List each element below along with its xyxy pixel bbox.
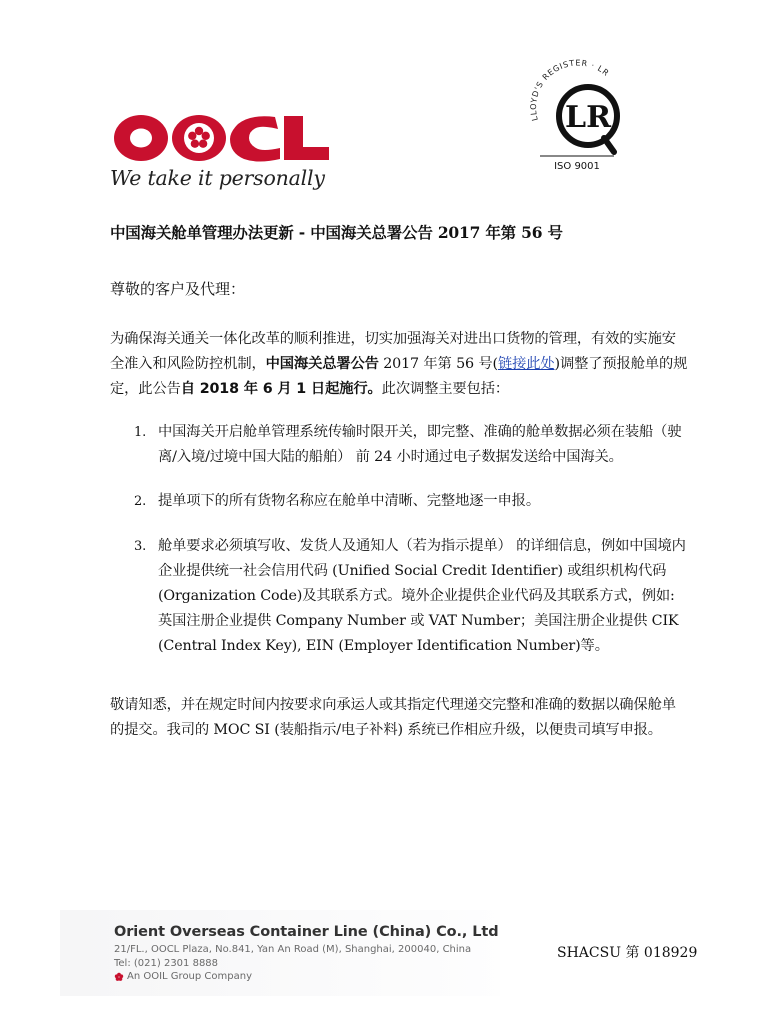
oocl-wordmark (110, 108, 330, 168)
notice-link[interactable]: 链接此处 (497, 356, 555, 373)
svg-text:LR: LR (564, 100, 612, 135)
notice-name: 中国海关总署公告 (265, 356, 379, 373)
title-year: 2017 (437, 223, 481, 242)
effective-date: 自 2018 年 6 月 1 日起施行。 (180, 381, 382, 398)
adjustment-list (110, 420, 688, 679)
list-marker: 2. (134, 494, 147, 510)
certification-seal-icon (522, 56, 634, 176)
footer-address: 21/FL., OOCL Plaza, No.841, Yan An Road (M), Shanghai, 200040, China (114, 944, 472, 955)
company-footer (60, 910, 500, 996)
list-item-text: 提单项下的所有货物名称应在舱单中清晰、完整地逐一申报。 (158, 493, 540, 510)
footer-group-row (114, 971, 252, 982)
svg-text:LLOYD'S REGISTER · LRQA: LLOYD'S REGISTER · LR (529, 58, 612, 122)
list-item (110, 534, 688, 660)
intro-text-1: 为确保海关通关一体化改革的顺利推进，切实加强海关对进出口货物的管理，有效的实施安全准入和风险防控机制， (110, 331, 676, 373)
list-item-text: 中国海关开启舱单管理系统传输时限开关，即完整、准确的舱单数据必须在装船（驶离/入境/过境中国大陆的船舶） 前 24 小时通过电子数据发送给中国海关。 (158, 424, 682, 466)
footer-group-name: An OOIL Group Company (127, 971, 252, 982)
list-item (110, 489, 688, 514)
svg-text:ISO 9001: ISO 9001 (554, 161, 600, 172)
closing-paragraph: 敬请知悉，并在规定时间内按要求向承运人或其指定代理递交完整和准确的数据以确保舱单的提交。我司的 MOC SI (装船指示/电子补料) 系统已作相应升级，以便贵司填写申报。 (110, 697, 676, 739)
footer-telephone: Tel: (021) 2301 8888 (114, 958, 219, 969)
intro-text-2: 2017 年第 56 号( (378, 356, 498, 373)
intro-paragraph (110, 327, 688, 403)
list-item-text: 舱单要求必须填写收、发货人及通知人（若为指示提单） 的详细信息，例如中国境内企业提供统一社会信用代码 (Unified Social Credit Identifier) 或组织机构代码(Organization Code)及其联系方式。境外企业提供企业代码及其联系方式，例如:英国注册企业提供 Company Number 或 VAT Number；美国注册企业提供 CIK (Central Index Key), EIN (Employer Identification Number)等。 (158, 537, 686, 655)
title-text-2: 年第 (480, 224, 522, 242)
title-number: 56 (521, 223, 543, 242)
intro-text-3: )调整了预报舱单的规定，此公告 (110, 356, 688, 398)
document-title (110, 221, 680, 243)
list-marker: 3. (134, 538, 147, 554)
footer-company-name: Orient Overseas Container Line (China) Co., Ltd (114, 924, 499, 940)
reference-number: SHACSU 第 018929 (557, 945, 698, 961)
ooil-flower-icon (114, 972, 124, 982)
list-item (110, 420, 688, 470)
oocl-logo (110, 108, 330, 198)
list-marker: 1. (134, 425, 147, 440)
tagline: We take it personally (110, 166, 325, 190)
title-text: 中国海关舱单管理办法更新 - 中国海关总署公告 (110, 224, 438, 242)
lrqa-iso-certification-mark (522, 56, 634, 176)
greeting: 尊敬的客户及代理： (110, 280, 246, 298)
intro-text-4: 此次调整主要包括： (381, 381, 509, 398)
title-text-3: 号 (542, 224, 563, 242)
